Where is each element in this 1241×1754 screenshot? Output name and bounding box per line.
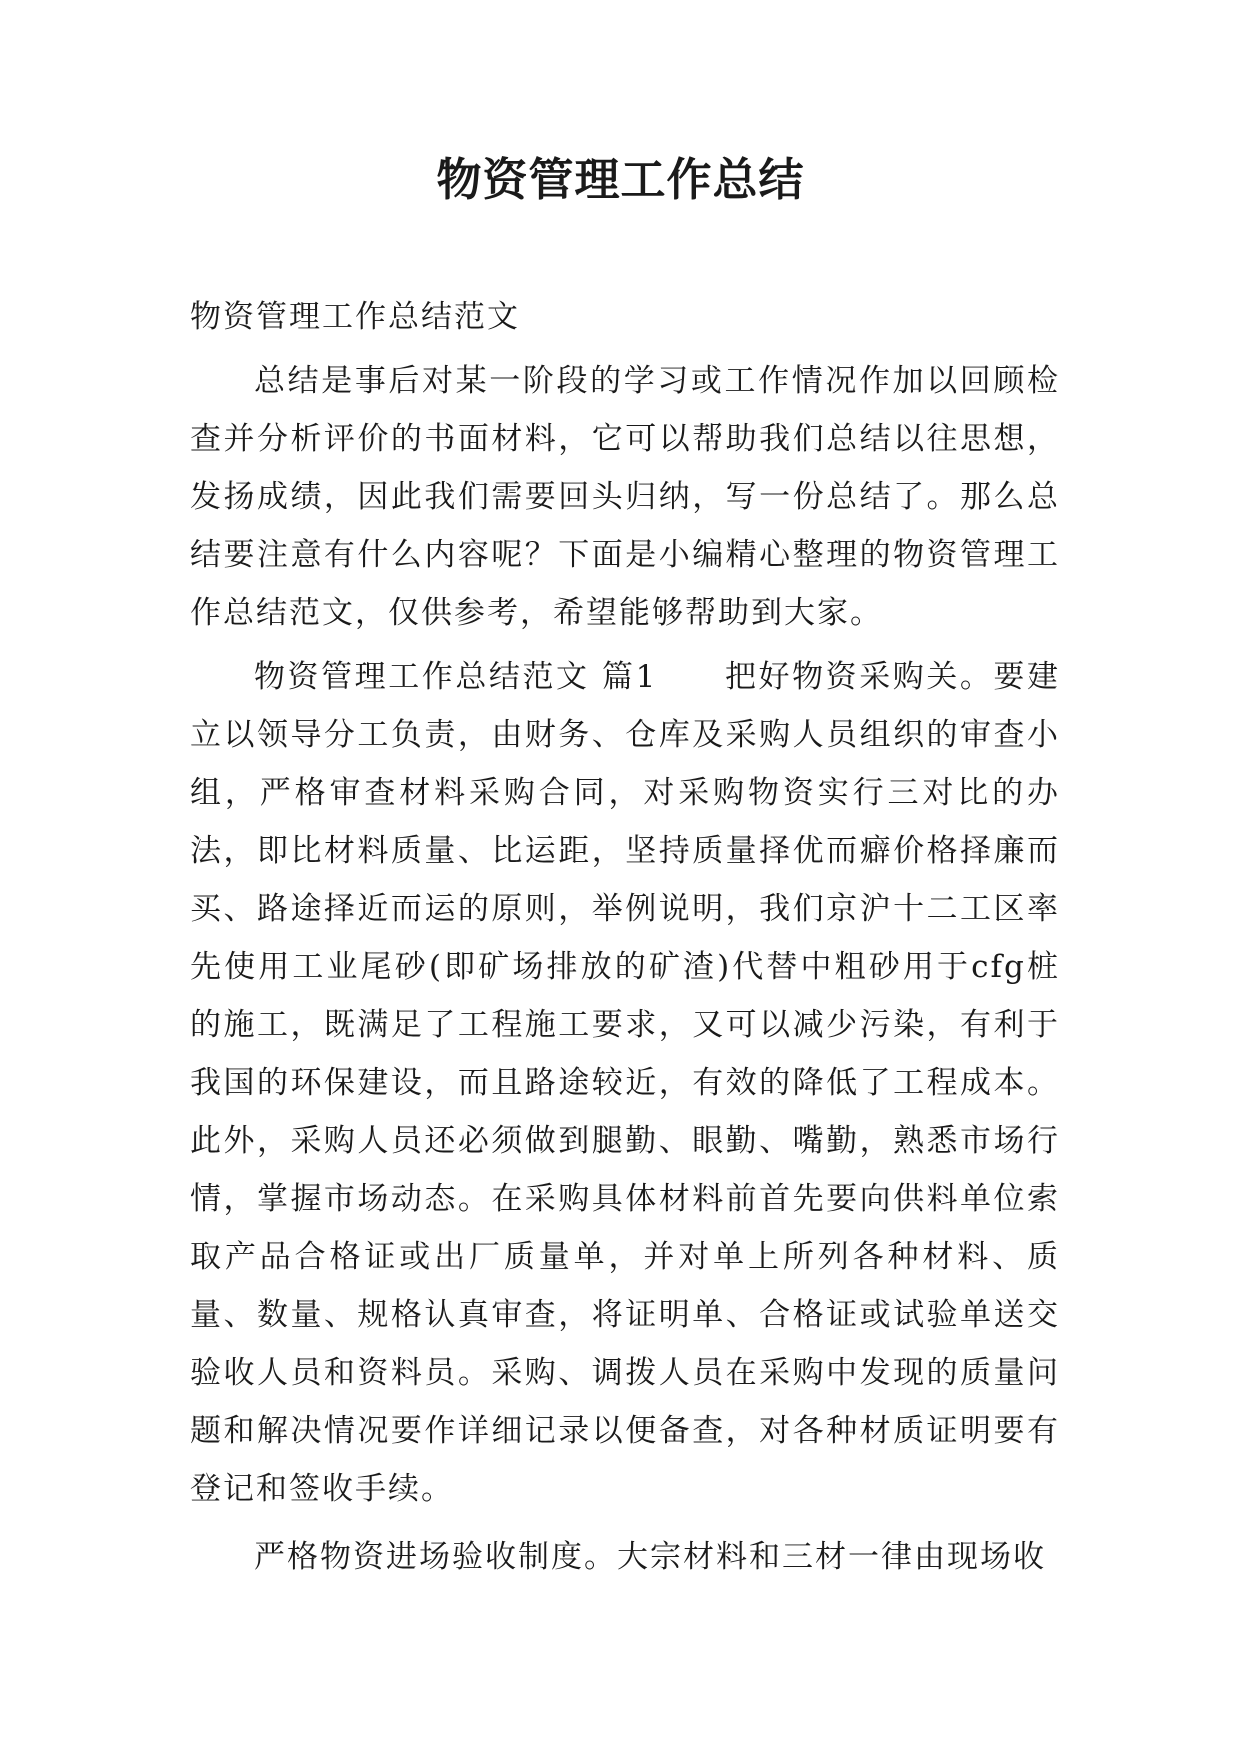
document-subtitle: 物资管理工作总结范文 bbox=[190, 299, 520, 335]
paragraph-intro: 总结是事后对某一阶段的学习或工作情况作加以回顾检查并分析评价的书面材料，它可以帮助我们总结以往思想，发扬成绩，因此我们需要回头归纳，写一份总结了。那么总结要注意有什么内容呢？下面是小编精心整理的物资管理工作总结范文，仅供参考，希望能够帮助到大家。 bbox=[190, 363, 1060, 631]
document-title: 物资管理工作总结 bbox=[436, 153, 805, 206]
paragraph-inspection: 严格物资进场验收制度。大宗材料和三材一律由现场收 bbox=[254, 1539, 1046, 1575]
document-body bbox=[190, 288, 1060, 1586]
paragraph-section-1: 物资管理工作总结范文 篇1 把好物资采购关。要建立以领导分工负责，由财务、仓库及采购人员组织的审查小组，严格审查材料采购合同，对采购物资实行三对比的办法，即比材料质量、比运距，坚持质量择优而癖价格择廉而买、路途择近而运的原则，举例说明，我们京沪十二工区率先使用工业尾砂(即矿场排放的矿渣)代替中粗砂用于cfg桩的施工，既满足了工程施工要求，又可以减少污染，有利于我国的环保建设，而且路途较近，有效的降低了工程成本。此外，采购人员还必须做到腿勤、眼勤、嘴勤，熟悉市场行情，掌握市场动态。在采购具体材料前首先要向供料单位索取产品合格证或出厂质量单，并对单上所列各种材料、质量、数量、规格认真审查，将证明单、合格证或试验单送交验收人员和资料员。采购、调拨人员在采购中发现的质量问题和解决情况要作详细记录以便备查，对各种材质证明要有登记和签收手续。 bbox=[190, 659, 1060, 1507]
